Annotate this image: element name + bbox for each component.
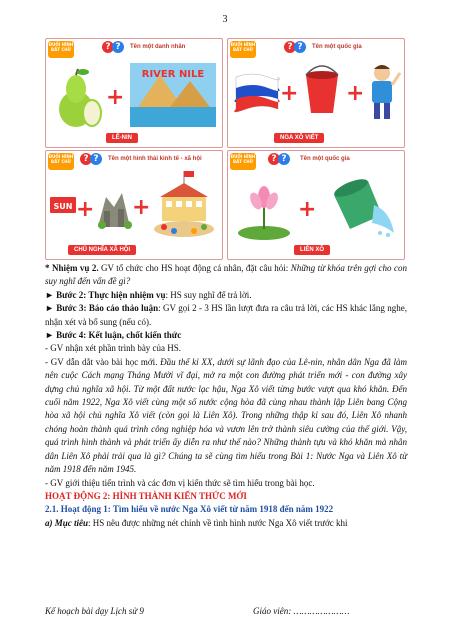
- answer-label: CHỦ NGHĨA XÃ HỘI: [68, 245, 136, 255]
- task-text: GV tổ chức cho HS hoạt động cá nhân, đặt câu hỏi:: [98, 263, 291, 273]
- pear-icon: [52, 67, 102, 129]
- picture-puzzle-grid: [45, 38, 403, 258]
- page-number: 3: [222, 14, 228, 25]
- step-2-paragraph: [45, 289, 407, 302]
- game-badge: ĐUỔI HÌNH BẮT CHỮ: [230, 41, 256, 58]
- question-mark-icon: ?: [102, 41, 114, 53]
- activity-2-heading: HOẠT ĐỘNG 2: HÌNH THÀNH KIẾN THỨC MỚI: [45, 490, 247, 501]
- sun-sign-icon: [50, 197, 76, 217]
- panel-title: Tên một quốc gia: [312, 44, 362, 50]
- plus-icon: +: [132, 195, 151, 220]
- footer-left: Kế hoạch bài dạy Lịch sử 9: [45, 606, 144, 616]
- footer-right: Giáo viên: …………………: [253, 606, 350, 616]
- question-mark-icon: ?: [112, 41, 124, 53]
- question-mark-icon: ?: [80, 153, 92, 165]
- page-footer: [45, 606, 407, 616]
- objective-paragraph: [45, 517, 407, 530]
- question-mark-icon: ?: [90, 153, 102, 165]
- game-badge: ĐUỔI HÌNH BẮT CHỮ: [48, 41, 74, 58]
- panel-title: Tên một danh nhân: [130, 44, 186, 50]
- task-question: Những từ khóa trên gợi cho con suy nghĩ đến vấn đề gì?: [45, 263, 407, 287]
- panel-title: Tên một hình thái kinh tế - xã hội: [108, 156, 202, 162]
- step-4-label: ► Bước 4: Kết luận, chốt kiến thức: [45, 330, 182, 341]
- plus-icon: +: [280, 81, 299, 106]
- objective-label: a) Mục tiêu: [45, 517, 89, 528]
- lesson-plan-note: - GV giới thiệu tiến trình và các đơn vị kiến thức sẽ tìm hiểu trong bài học.: [45, 477, 315, 488]
- panel-title: Tên một quốc gia: [300, 156, 350, 162]
- ruins-icon: [94, 189, 134, 229]
- task-2-paragraph: [45, 262, 407, 289]
- activity-2-1-heading: 2.1. Hoạt động 1: Tìm hiểu về nước Nga Xô viết từ năm 1918 đến năm 1922: [45, 504, 334, 515]
- school-building-icon: [150, 171, 220, 241]
- river-sign-text: RIVER NILE: [141, 69, 205, 80]
- lesson-body: [45, 262, 407, 530]
- lesson-intro-paragraph: [45, 356, 407, 477]
- puzzle-panel-4: [227, 150, 405, 260]
- plus-icon: +: [106, 85, 125, 110]
- answer-label: LÊ-NIN: [106, 133, 138, 143]
- sun-sign-text: SUN: [53, 202, 73, 211]
- answer-label: NGA XÔ VIẾT: [274, 133, 324, 143]
- answer-label: LIÊN XÔ: [294, 245, 330, 255]
- puzzle-panel-1: [45, 38, 223, 148]
- step-2-label: ► Bước 2: Thực hiện nhiệm vụ: [45, 289, 166, 300]
- game-badge: ĐUỔI HÌNH BẮT CHỮ: [48, 153, 74, 170]
- intro-text: Đầu thế kỉ XX, dưới sự lãnh đạo của Lê-nin, nhân dân Nga đã làm nên cuộc Cách mạng Tháng Mười vĩ đại, mở ra một con đường phát triển mới - con đường xây dựng chủ nghĩa xã hội. Từ một đất nước lạc hậu, Nga Xô viết từng bước vượt qua khó khăn. Đến cuối năm 1922, Nga Xô viết cùng một số nước cộng hòa đã cùng nhau thành lập Liên bang Cộng hòa xã hội chủ nghĩa Xô viết (còn gọi là Liên Xô). Trong những thập kỉ sau đó, Liên Xô nhanh chóng hoàn thành quá trình công nghiệp hóa và vươn lên trở thành siêu cường của thế giới. Vậy, quá trình hình thành và phát triển ấy diễn ra như thế nào? Những thành tựu và khó khăn mà nhân dân Liên Xô phải trải qua là gì? Chúng ta sẽ cùng tìm hiểu trong Bài 1: Nước Nga và Liên Xô từ năm 1918 đến năm 1945.: [45, 356, 407, 475]
- plus-icon: +: [298, 197, 317, 222]
- intro-lead: - GV dẫn dắt vào bài học mới.: [45, 356, 161, 367]
- question-mark-icon: ?: [284, 41, 296, 53]
- puzzle-panel-3: [45, 150, 223, 260]
- plus-icon: +: [76, 197, 95, 222]
- pyramids-river-icon: [130, 63, 216, 127]
- plus-icon: +: [346, 81, 365, 106]
- teacher-comment: - GV nhận xét phần trình bày của HS.: [45, 343, 182, 354]
- boy-writing-icon: [364, 63, 402, 123]
- task-label: * Nhiệm vụ 2.: [45, 263, 99, 273]
- question-mark-icon: ?: [294, 41, 306, 53]
- russian-flag-icon: [232, 71, 282, 115]
- objective-text: : HS nêu được những nét chính về tình hình nước Nga Xô viết trước khi: [88, 517, 348, 528]
- step-3-label: ► Bước 3: Báo cáo thảo luận: [45, 303, 159, 314]
- game-badge: ĐUỔI HÌNH BẮT CHỮ: [230, 153, 256, 170]
- green-bucket-water-icon: [324, 175, 400, 239]
- question-mark-icon: ?: [278, 153, 290, 165]
- step-3-text: : GV gọi 2 - 3 HS lần lượt đưa ra câu trả lời, các HS khác lắng nghe, nhận xét và bổ sung (nếu có).: [45, 303, 407, 327]
- question-mark-icon: ?: [268, 153, 280, 165]
- red-bucket-icon: [300, 65, 344, 115]
- step-2-text: : HS suy nghĩ để trả lời.: [165, 289, 252, 300]
- lotus-icon: [236, 185, 292, 241]
- step-3-paragraph: [45, 302, 407, 329]
- puzzle-panel-2: [227, 38, 405, 148]
